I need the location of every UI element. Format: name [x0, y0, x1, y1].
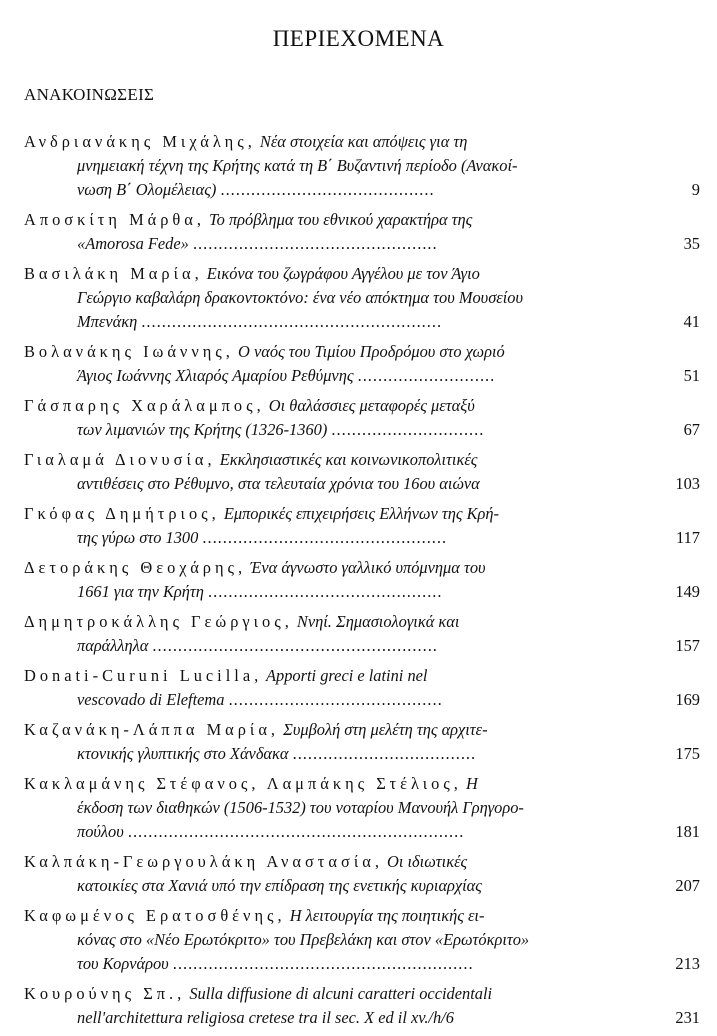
toc-title-text: Ννηί. Σημασιολογικά και — [292, 612, 460, 631]
toc-entry-line — [24, 448, 644, 472]
toc-page-number: 117 — [676, 528, 700, 547]
toc-title-text: 1661 για την Κρήτη — [77, 582, 208, 601]
toc-title-text: Συμβολή στη μελέτη της αρχιτε- — [279, 720, 488, 739]
toc-title-text: Το πρόβλημα του εθνικού χαρακτήρα της — [204, 210, 473, 229]
toc-page-number: 169 — [675, 690, 700, 709]
toc-entry-line — [24, 634, 644, 658]
toc-title-text: μνημειακή τέχνη της Κρήτης κατά τη Β΄ Βυζαντινή περίοδο (Ανακοί- — [77, 156, 518, 175]
toc-entry-line — [24, 310, 644, 334]
toc-title-text: nell'architettura religiosa cretese tra il sec. X ed il xv./h/6 — [77, 1008, 454, 1027]
toc-entry-line — [24, 364, 644, 388]
toc-author: Donati-Curuni Lucilla, — [24, 666, 263, 685]
toc-entry-line — [24, 928, 644, 952]
toc-entry-line — [24, 820, 644, 844]
toc-title-text: vescovado di Eleftema — [77, 690, 229, 709]
toc-entry-line — [24, 580, 644, 604]
toc-page-number: 213 — [675, 954, 700, 973]
toc-title-text: Άγιος Ιωάννης Χλιαρός Αμαρίου Ρεθύμνης — [77, 366, 358, 385]
toc-page-number: 35 — [683, 234, 700, 253]
toc-entry-line — [24, 526, 644, 550]
toc-page-number: 51 — [683, 366, 700, 385]
toc-title-text: πούλου — [77, 822, 128, 841]
toc-entry-line — [24, 664, 644, 688]
toc-page-number: 231 — [675, 1008, 700, 1027]
toc-title-text: Οι θαλάσσιες μεταφορές μεταξύ — [264, 396, 475, 415]
toc-page-number: 41 — [683, 312, 700, 331]
toc-entry-line — [24, 262, 644, 286]
toc-entry — [24, 982, 700, 1030]
toc-entry — [24, 208, 700, 256]
toc-entry — [24, 502, 700, 550]
toc-page-number: 149 — [675, 582, 700, 601]
toc-entry-line — [24, 904, 644, 928]
toc-entry — [24, 664, 700, 712]
toc-entry-line — [24, 286, 644, 310]
toc-entry — [24, 448, 700, 496]
toc-title-text: Sulla diffusione di alcuni caratteri occidentali — [185, 984, 493, 1003]
toc-author: Γάσπαρης Χαράλαμπος, — [24, 396, 265, 415]
toc-title-text: Η λειτουργία της ποιητικής ει- — [285, 906, 485, 925]
page-title: ΠΕΡΙΕΧΟΜΕΝΑ — [272, 26, 445, 51]
toc-entry-line — [24, 688, 644, 712]
toc-entry-line — [24, 340, 644, 364]
section-heading: ΑΝΑΚΟΙΝΩΣΕΙΣ — [24, 85, 155, 104]
toc-entry-line — [24, 472, 644, 496]
toc-title-text: Ο ναός του Τιμίου Προδρόμου στο χωριό — [233, 342, 505, 361]
toc-entry — [24, 772, 700, 844]
toc-leader-dots: .......................................... — [220, 180, 435, 199]
toc-title-text: Ένα άγνωστο γαλλικό υπόμνημα του — [246, 558, 486, 577]
toc-entry-line — [24, 556, 644, 580]
toc-title-text: Οι ιδιωτικές — [382, 852, 468, 871]
toc-author: Κακλαμάνης Στέφανος, Λαμπάκης Στέλιος, — [24, 774, 462, 793]
toc-entry — [24, 610, 700, 658]
toc-author: Καζανάκη-Λάππα Μαρία, — [24, 720, 280, 739]
toc-entry — [24, 718, 700, 766]
toc-author: Αποσκίτη Μάρθα, — [24, 210, 205, 229]
toc-title-text: «Amorosa Fede» — [77, 234, 193, 253]
toc-title-text: κόνας στο «Νέο Ερωτόκριτο» του Πρεβελάκη και στον «Ερωτόκριτο» — [77, 930, 530, 949]
toc-entry-line — [24, 418, 644, 442]
toc-author: Γκόφας Δημήτριος, — [24, 504, 220, 523]
toc-title-text: κτονικής γλυπτικής στο Χάνδακα — [77, 744, 293, 763]
toc-page-number: 9 — [691, 180, 700, 199]
toc-author: Δημητροκάλλης Γεώργιος, — [24, 612, 293, 631]
toc-title-text: Η — [461, 774, 478, 793]
toc-leader-dots: ........................... — [357, 366, 496, 385]
toc-title-text: της γύρω στο 1300 — [77, 528, 203, 547]
toc-title-text: νωση Β΄ Ολομέλειας) — [77, 180, 221, 199]
toc-page-number: 207 — [675, 876, 700, 895]
toc-leader-dots: .............................................. — [208, 582, 443, 601]
toc-entry — [24, 850, 700, 898]
toc-author: Καλπάκη-Γεωργουλάκη Αναστασία, — [24, 852, 383, 871]
toc-author: Κουρούνης Σπ., — [24, 984, 186, 1003]
toc-entry-line — [24, 874, 644, 898]
toc-entry-line — [24, 742, 644, 766]
toc-entry-line — [24, 394, 644, 418]
toc-author: Βασιλάκη Μαρία, — [24, 264, 203, 283]
toc-leader-dots: .................................................................. — [127, 822, 465, 841]
toc-leader-dots: .......................................... — [228, 690, 443, 709]
toc-entry-line — [24, 850, 644, 874]
toc-title-text: Apporti greci e latini nel — [262, 666, 428, 685]
toc-title-text: παράλληλα — [77, 636, 153, 655]
toc-title-text: Μπενάκη — [77, 312, 142, 331]
toc-title-text: Γεώργιο καβαλάρη δρακοντοκτόνο: ένα νέο απόκτημα του Μουσείου — [77, 288, 524, 307]
toc-author: Βολανάκης Ιωάννης, — [24, 342, 234, 361]
toc-entry-line — [24, 208, 644, 232]
toc-author: Καφωμένος Ερατοσθένης, — [24, 906, 286, 925]
toc-entry-line — [24, 178, 644, 202]
toc-entry-line — [24, 772, 644, 796]
toc-title-text: Εκκλησιαστικές και κοινωνικοπολιτικές — [215, 450, 478, 469]
toc-leader-dots: ........................................................... — [141, 312, 443, 331]
toc-entry-line — [24, 154, 644, 178]
toc-entry — [24, 394, 700, 442]
toc-entry-line — [24, 952, 644, 976]
toc-entry — [24, 556, 700, 604]
toc-title-text: αντιθέσεις στο Ρέθυμνο, στα τελευταία χρόνια του 16ου αιώνα — [77, 474, 480, 493]
toc-entry-line — [24, 796, 644, 820]
toc-page-number: 175 — [675, 744, 700, 763]
toc-leader-dots: .................................... — [292, 744, 477, 763]
toc-page-number: 181 — [675, 822, 700, 841]
toc-leader-dots: ................................................ — [192, 234, 438, 253]
toc-title-text: έκδοση των διαθηκών (1506-1532) του νοταρίου Μανουήλ Γρηγορο- — [77, 798, 524, 817]
toc-author: Γιαλαμά Διονυσία, — [24, 450, 216, 469]
toc-title-text: των λιμανιών της Κρήτης (1326-1360) — [77, 420, 332, 439]
table-of-contents — [24, 130, 700, 1036]
toc-page-number: 157 — [675, 636, 700, 655]
toc-entry — [24, 262, 700, 334]
toc-entry-line — [24, 130, 644, 154]
toc-author: Ανδριανάκης Μιχάλης, — [24, 132, 256, 151]
toc-leader-dots: ........................................................... — [172, 954, 474, 973]
toc-entry-line — [24, 1006, 644, 1030]
toc-entry-line — [24, 982, 644, 1006]
toc-entry — [24, 340, 700, 388]
toc-title-text: Νέα στοιχεία και απόψεις για τη — [255, 132, 468, 151]
toc-leader-dots: ................................................ — [202, 528, 448, 547]
toc-page-number: 103 — [675, 474, 700, 493]
toc-entry-line — [24, 232, 644, 256]
toc-leader-dots: .............................. — [331, 420, 485, 439]
toc-entry — [24, 130, 700, 202]
toc-title-text: Εμπορικές επιχειρήσεις Ελλήνων της Κρή- — [219, 504, 499, 523]
toc-author: Δετοράκης Θεοχάρης, — [24, 558, 247, 577]
toc-leader-dots: ........................................................ — [152, 636, 438, 655]
toc-title-text: κατοικίες στα Χανιά υπό την επίδραση της ενετικής κυριαρχίας — [77, 876, 482, 895]
toc-page-number: 67 — [683, 420, 700, 439]
toc-entry — [24, 904, 700, 976]
toc-entry-line — [24, 610, 644, 634]
toc-title-text: Εικόνα του ζωγράφου Αγγέλου με τον Άγιο — [202, 264, 480, 283]
toc-entry-line — [24, 502, 644, 526]
toc-entry-line — [24, 718, 644, 742]
toc-title-text: του Κορνάρου — [77, 954, 173, 973]
